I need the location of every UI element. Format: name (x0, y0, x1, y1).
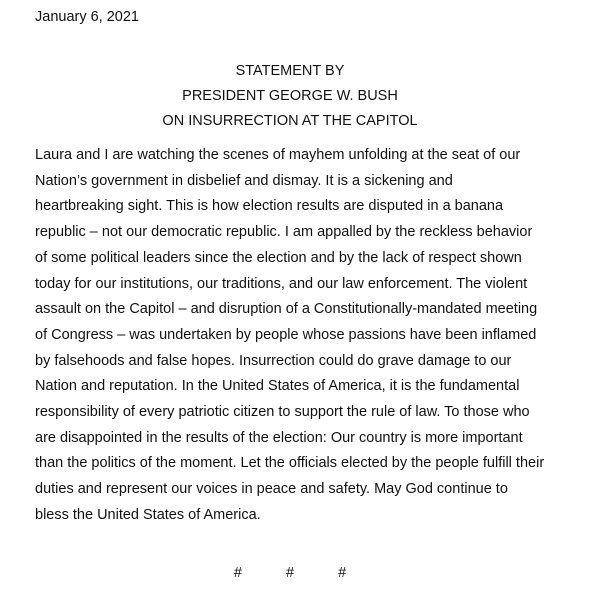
body-line: are disappointed in the results of the election: Our country is more important (35, 429, 523, 446)
statement-title (0, 59, 580, 134)
end-mark: # (285, 565, 295, 581)
body-line: by falsehoods and false hopes. Insurrection could do grave damage to our (35, 352, 512, 369)
statement-body (35, 143, 555, 529)
statement-date: January 6, 2021 (35, 9, 139, 25)
body-line: than the politics of the moment. Let the officials elected by the people fulfill their (35, 455, 545, 472)
body-line: Laura and I are watching the scenes of mayhem unfolding at the seat of our (35, 147, 521, 163)
title-line: PRESIDENT GEORGE W. BUSH (182, 88, 398, 104)
body-line: Nation and reputation. In the United States of America, it is the fundamental (35, 378, 520, 395)
body-line: responsibility of every patriotic citizen to support the rule of law. To those who (35, 404, 530, 421)
end-mark: # (233, 565, 242, 581)
body-line: heartbreaking sight. This is how election results are disputed in a banana (35, 198, 504, 215)
title-line: STATEMENT BY (235, 63, 345, 79)
body-line: republic – not our democratic republic. I am appalled by the reckless behavior (35, 224, 533, 241)
body-line: bless the United States of America. (35, 506, 261, 523)
body-line: duties and represent our voices in peace and safety. May God continue to (35, 481, 508, 498)
end-mark: # (338, 565, 347, 581)
body-line: of some political leaders since the election and by the lack of respect shown (35, 249, 522, 266)
body-line: assault on the Capitol – and disruption of a Constitutionally-mandated meeting (35, 301, 538, 318)
body-line: of Congress – was undertaken by people whose passions have been inflamed (35, 326, 537, 343)
body-line: today for our institutions, our traditions, and our law enforcement. The violent (35, 275, 528, 292)
end-of-release-marks (0, 564, 580, 582)
title-line: ON INSURRECTION AT THE CAPITOL (162, 113, 418, 129)
body-line: Nation’s government in disbelief and dismay. It is a sickening and (35, 172, 453, 189)
